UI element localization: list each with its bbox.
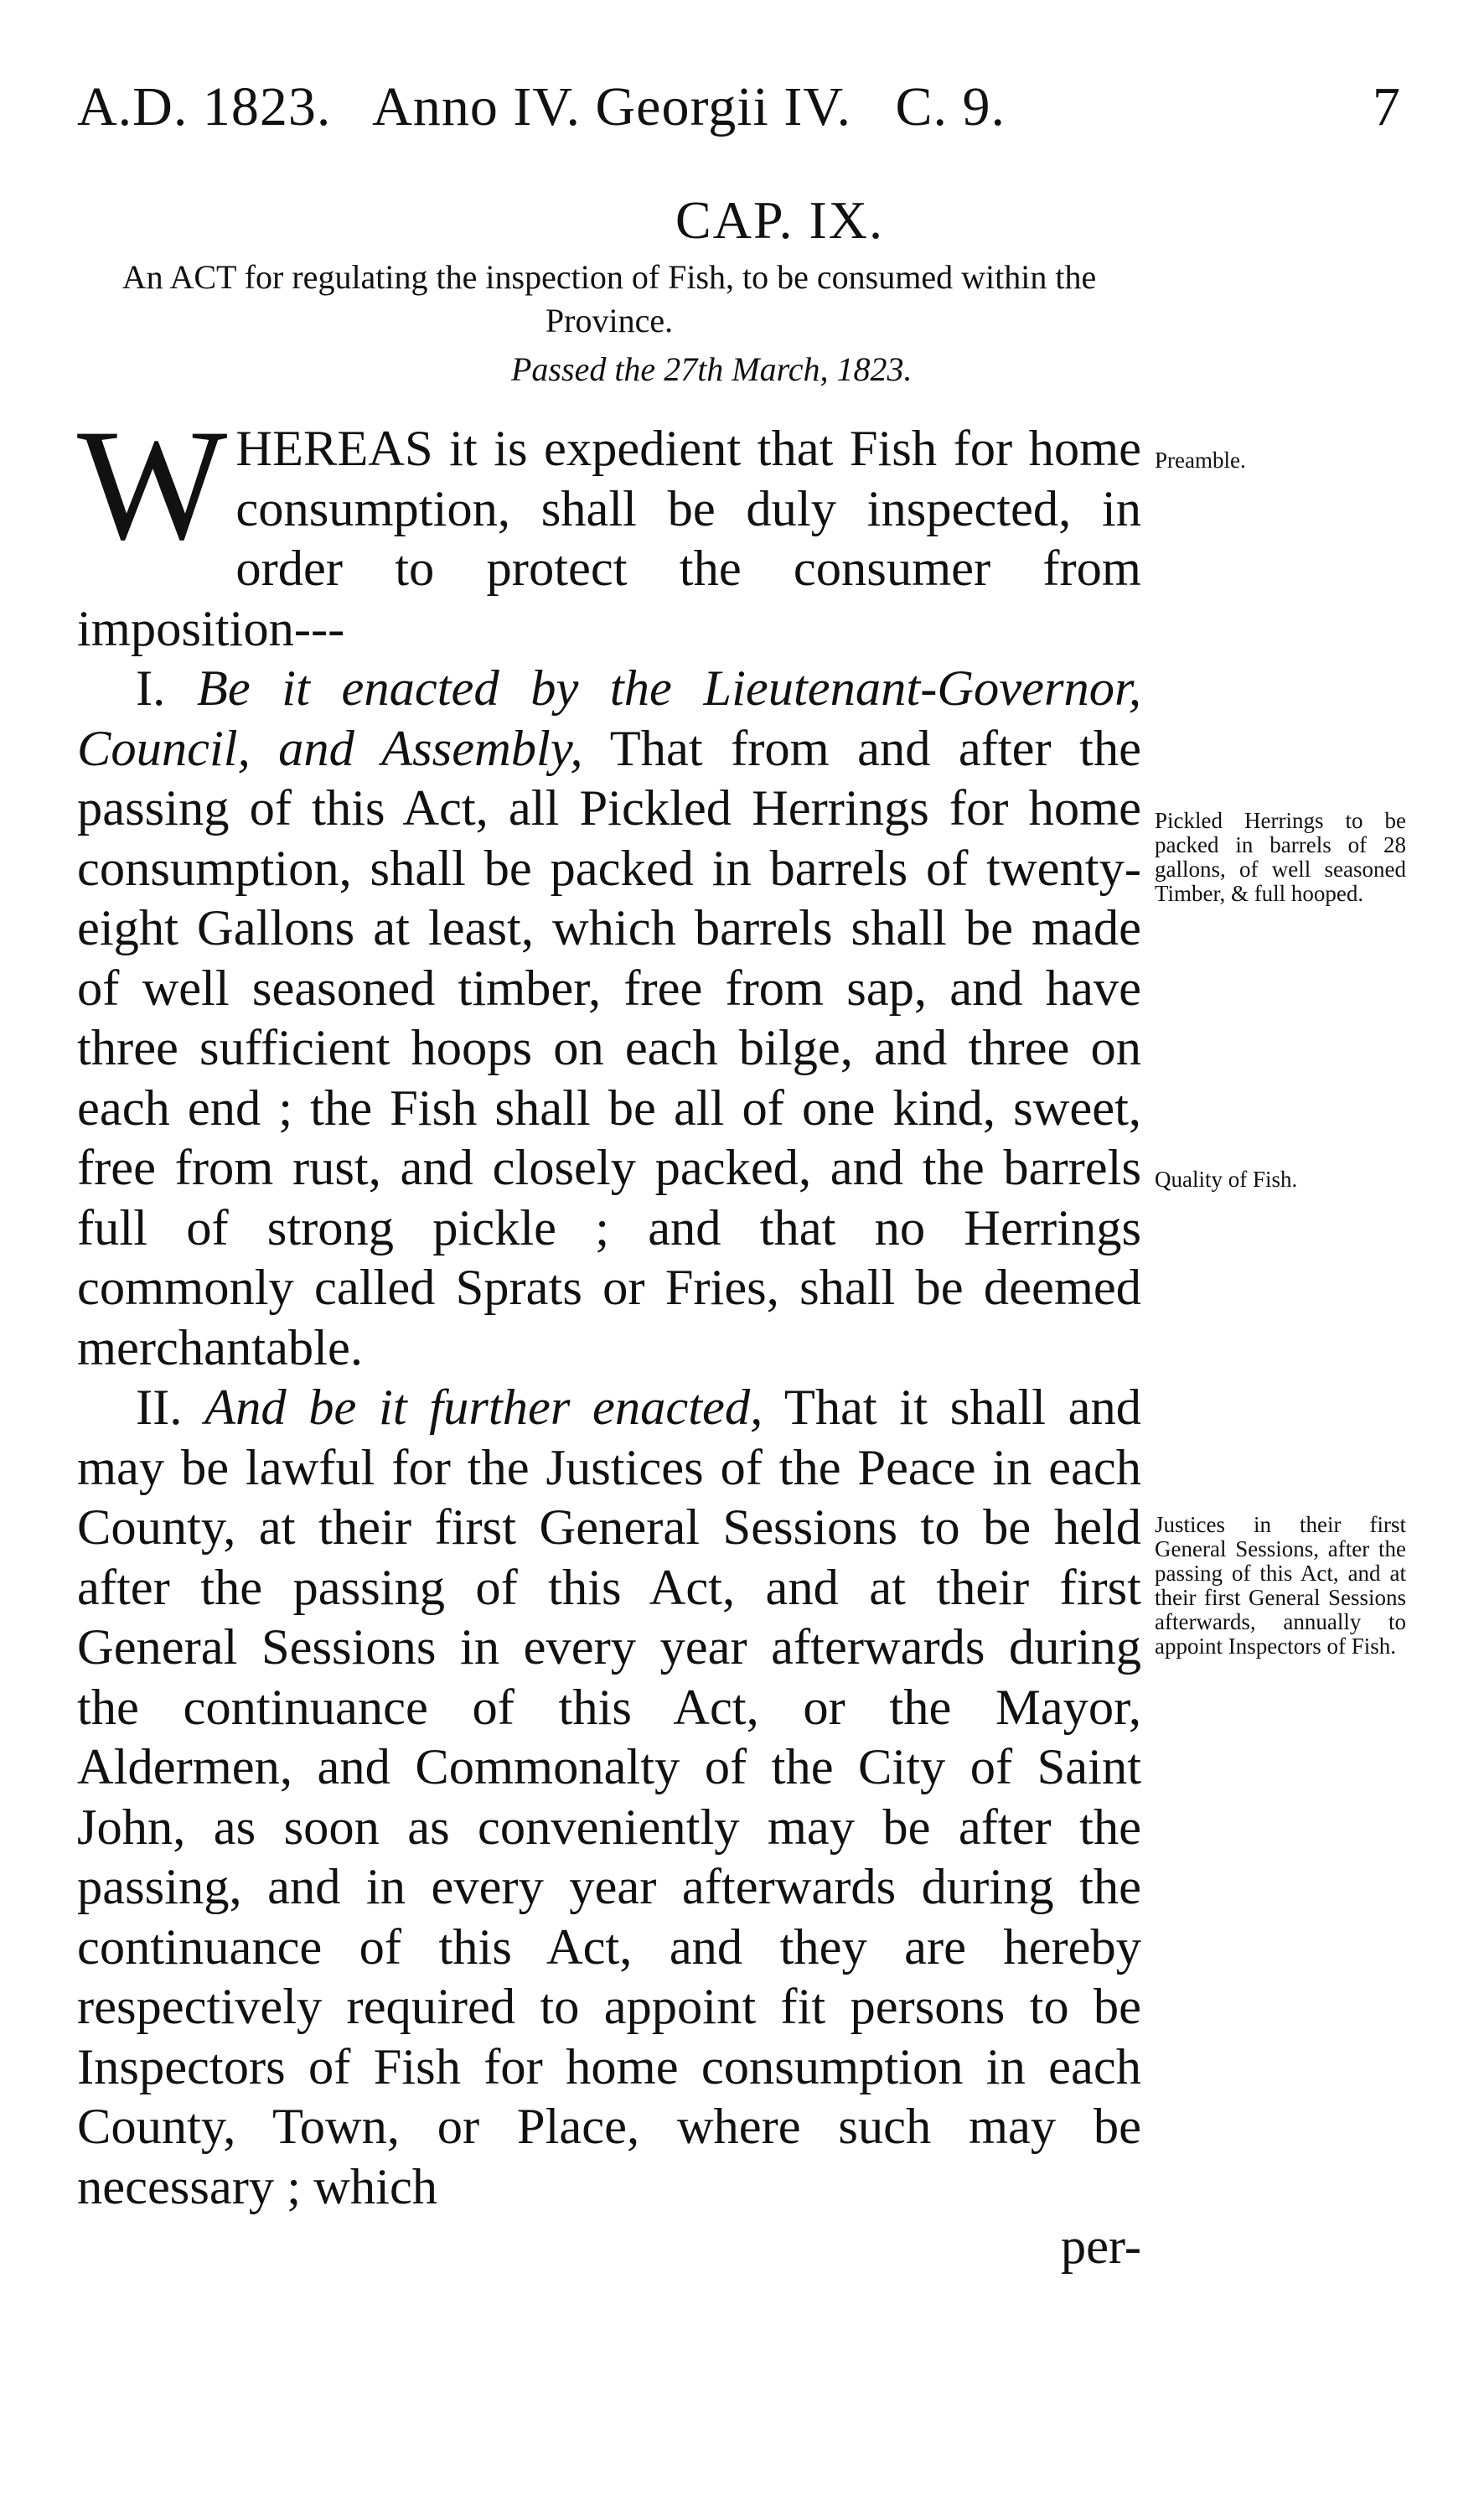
section-1-text: That from and after the passing of this Act, all Pickled Herrings for home consumption, shall be packed in barrels of twenty-eight Gallons at least, which barrels shall be made of well seasoned timber, free from sap, and have three sufficient hoops on each bilge, and three on each end ; the Fish shall be all of one kind, sweet, free from rust, and closely packed, and the barrels full of strong pickle ; and that no Herrings commonly called Sprats or Fries, shall be deemed merchantable.: [77, 720, 1141, 1376]
chapter-heading: CAP. IX.: [675, 190, 884, 250]
catchword: per-: [1060, 2219, 1141, 2275]
margin-note-quality: Quality of Fish.: [1155, 1167, 1298, 1192]
preamble-text: HEREAS it is expedient that Fish for home consumption, shall be duly inspected, in order to protect the consumer from imposition---: [77, 421, 1141, 657]
section-1-numeral: I.: [136, 660, 166, 717]
margin-note-pickled-herrings: Pickled Herrings to be packed in barrels of 28 gallons, of well seasoned Timber, & full hooped.: [1155, 808, 1406, 906]
section-2-enacting-clause: And be it further enacted,: [204, 1380, 763, 1436]
margin-note-justices: Justices in their first General Sessions, after the passing of this Act, and at their first General Sessions afterwards, annually to appoint Inspectors of Fish.: [1155, 1512, 1406, 1659]
margin-note-preamble: Preamble.: [1155, 448, 1246, 473]
page-number: 7: [1373, 76, 1401, 137]
drop-cap-initial: W: [77, 397, 228, 573]
preamble-paragraph: [77, 397, 1141, 659]
body-text: [77, 397, 1142, 2277]
running-head-title: A.D. 1823. Anno IV. Georgii IV. C. 9.: [77, 76, 1006, 137]
section-2-numeral: II.: [136, 1380, 183, 1436]
section-2-paragraph: [77, 1378, 1141, 2217]
section-1-paragraph: [77, 659, 1141, 1378]
passed-date: Passed the 27th March, 1823.: [511, 350, 913, 388]
section-2-text: That it shall and may be lawful for the Justices of the Peace in each County, at their first General Sessions to be held after the passing of this Act, and at their first General Sessions in every year afterwards during the continuance of this Act, or the Mayor, Aldermen, and Commonalty of the City of Saint John, as soon as conveniently may be after the passing, and in every year afterwards during the continuance of this Act, and they are hereby respectively required to appoint fit persons to be Inspectors of Fish for home consumption in each County, Town, or Place, where such may be necessary ; which: [77, 1380, 1141, 2215]
running-head: [77, 74, 1401, 141]
section-1-enacting-clause: Be it enacted by the Lieutenant-Governor, Council, and Assembly,: [77, 660, 1142, 777]
act-title: An ACT for regulating the inspection of Fish, to be consumed within the Province.: [122, 258, 1097, 339]
